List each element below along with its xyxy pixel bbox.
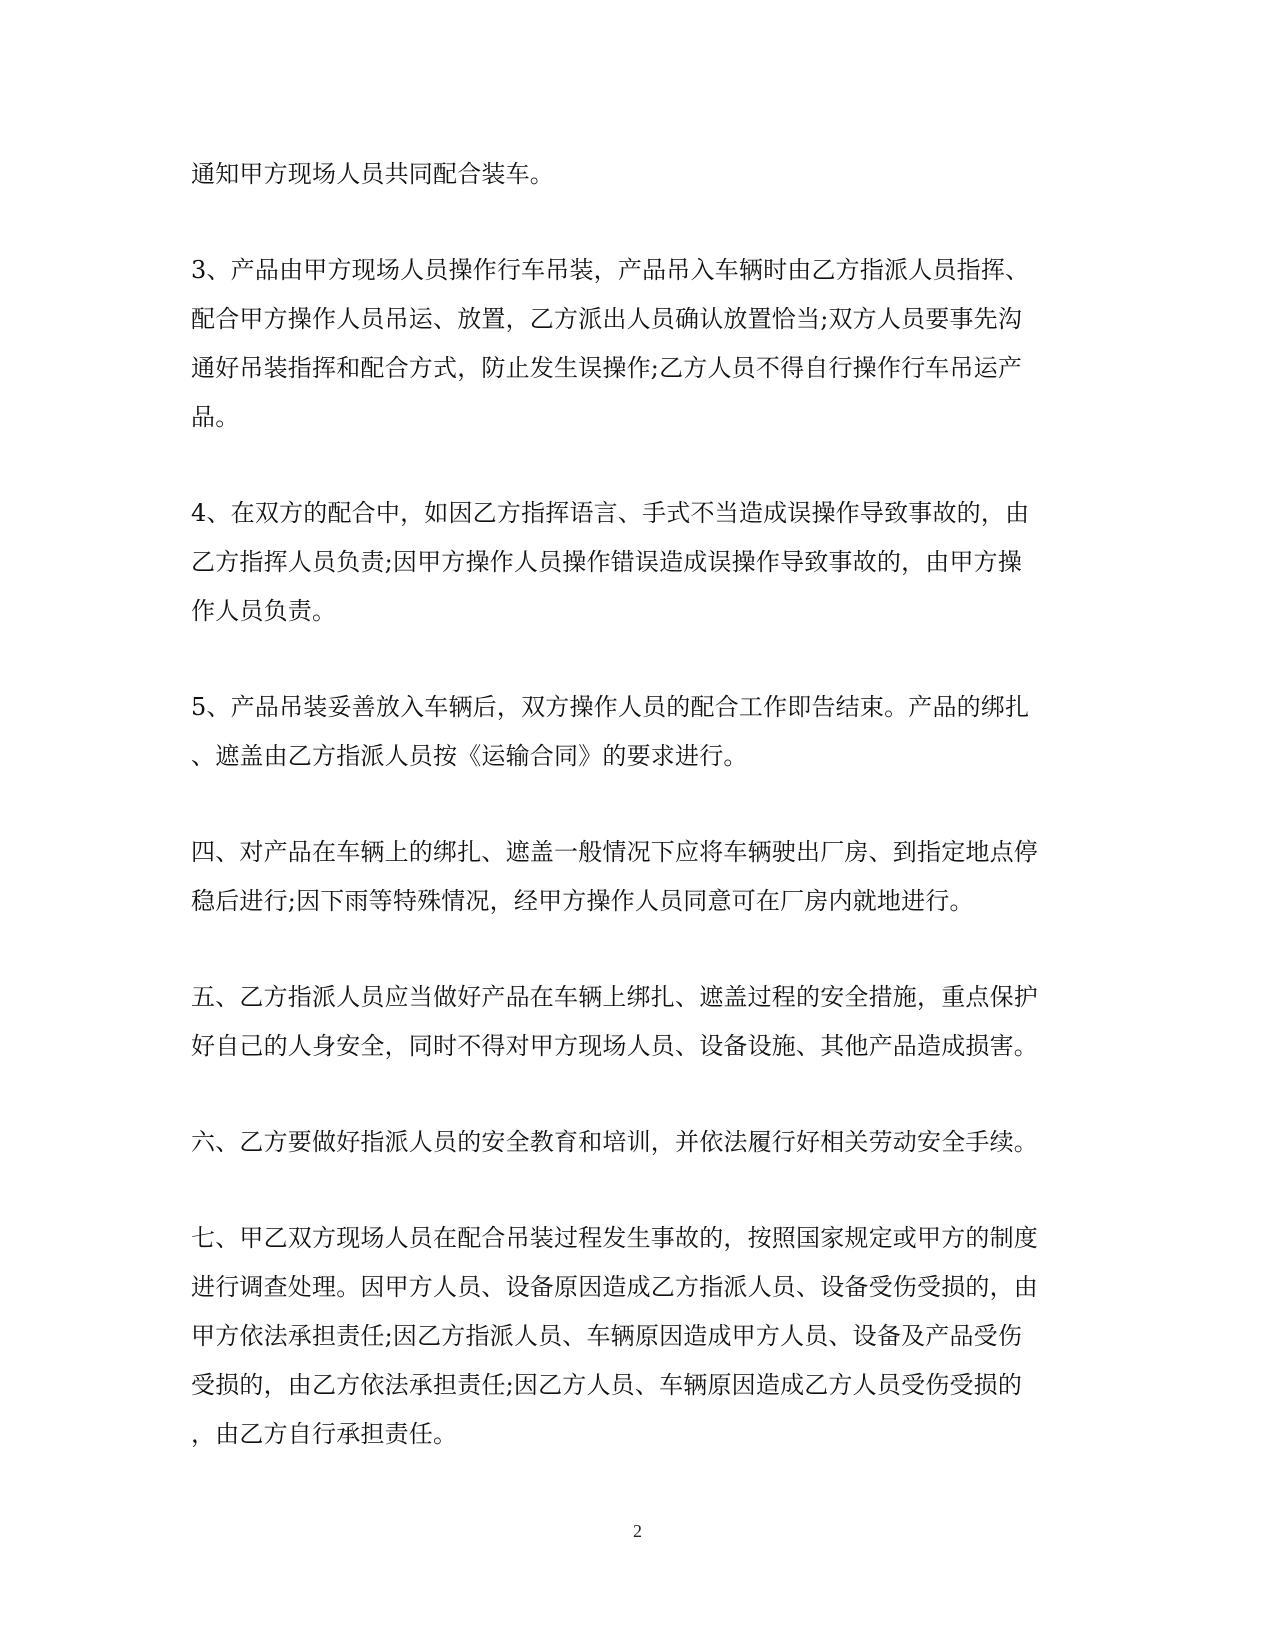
text-line: 五、乙方指派人员应当做好产品在车辆上绑扎、遮盖过程的安全措施，重点保护 (191, 983, 1038, 1011)
text-line: 好自己的人身安全，同时不得对甲方现场人员、设备设施、其他产品造成损害。 (191, 1032, 1038, 1060)
paragraph-item-5 (191, 683, 1071, 781)
paragraph-continuation (191, 150, 1071, 199)
paragraph-section-4 (191, 828, 1071, 926)
text-line: ，由乙方自行承担责任。 (191, 1420, 458, 1448)
text-line: 配合甲方操作人员吊运、放置，乙方派出人员确认放置恰当;双方人员要事先沟 (191, 305, 1023, 333)
text-line: 通知甲方现场人员共同配合装车。 (191, 160, 554, 188)
text-line: 甲方依法承担责任;因乙方指派人员、车辆原因造成甲方人员、设备及产品受伤 (191, 1322, 1023, 1350)
text-line: 3、产品由甲方现场人员操作行车吊装，产品吊入车辆时由乙方指派人员指挥、 (191, 256, 1030, 284)
text-line: 四、对产品在车辆上的绑扎、遮盖一般情况下应将车辆驶出厂房、到指定地点停 (191, 838, 1038, 866)
paragraph-item-3 (191, 246, 1071, 442)
text-line: 品。 (191, 403, 240, 431)
text-line: 、遮盖由乙方指派人员按《运输合同》的要求进行。 (191, 742, 748, 770)
text-line: 受损的，由乙方依法承担责任;因乙方人员、车辆原因造成乙方人员受伤受损的 (191, 1371, 1023, 1399)
text-line: 稳后进行;因下雨等特殊情况，经甲方操作人员同意可在厂房内就地进行。 (191, 887, 974, 915)
text-line: 乙方指挥人员负责;因甲方操作人员操作错误造成误操作导致事故的，由甲方操 (191, 548, 1023, 576)
text-line: 七、甲乙双方现场人员在配合吊装过程发生事故的，按照国家规定或甲方的制度 (191, 1224, 1038, 1252)
paragraph-section-7 (191, 1214, 1071, 1459)
text-line: 4、在双方的配合中，如因乙方指挥语言、手式不当造成误操作导致事故的，由 (191, 499, 1030, 527)
paragraph-section-6 (191, 1118, 1071, 1167)
text-line: 六、乙方要做好指派人员的安全教育和培训，并依法履行好相关劳动安全手续。 (191, 1128, 1038, 1156)
text-line: 5、产品吊装妥善放入车辆后，双方操作人员的配合工作即告结束。产品的绑扎 (191, 693, 1030, 721)
page-number: 2 (633, 1521, 642, 1541)
document-body (191, 150, 1071, 1506)
paragraph-item-4 (191, 489, 1071, 636)
text-line: 进行调查处理。因甲方人员、设备原因造成乙方指派人员、设备受伤受损的，由 (191, 1273, 1038, 1301)
text-line: 作人员负责。 (191, 597, 337, 625)
text-line: 通好吊装指挥和配合方式，防止发生误操作;乙方人员不得自行操作行车吊运产 (191, 354, 1023, 382)
paragraph-section-5 (191, 973, 1071, 1071)
